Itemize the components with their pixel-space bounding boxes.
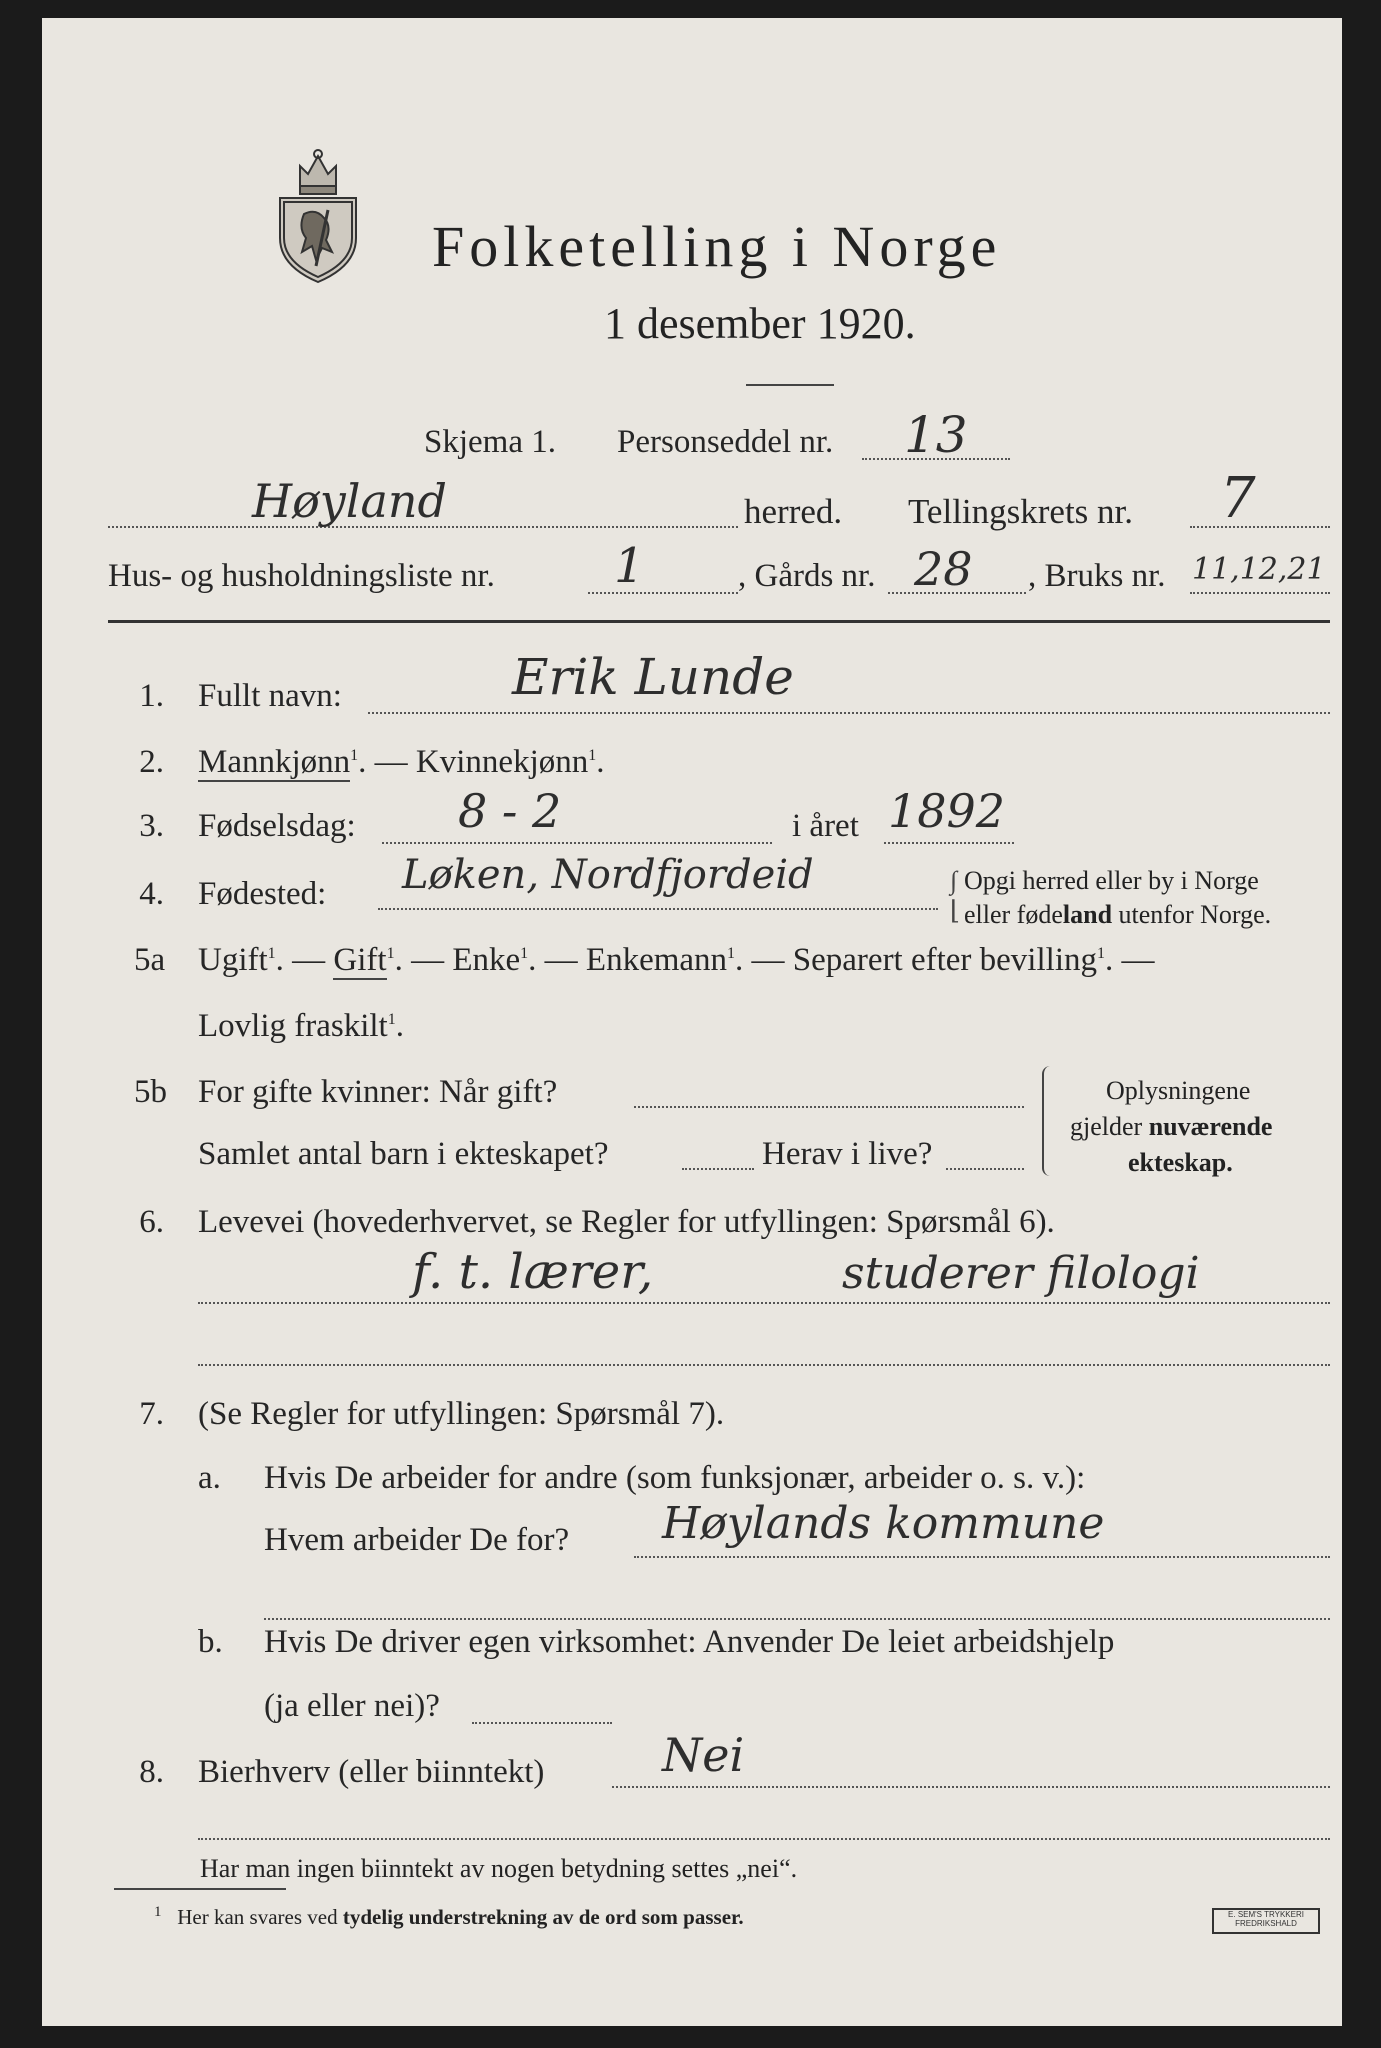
- q7a-text: Hvis De arbeider for andre (som funksjonær, arbeider o. s. v.):: [264, 1460, 1086, 1496]
- hired-help-field[interactable]: [472, 1722, 612, 1724]
- hus-label: Hus- og husholdningsliste nr.: [108, 558, 495, 594]
- q7-label: (Se Regler for utfyllingen: Spørsmål 7).: [198, 1396, 725, 1432]
- q5b-label-alive: Herav i live?: [762, 1136, 933, 1172]
- bruks-field[interactable]: [1190, 592, 1330, 594]
- hus-field[interactable]: [588, 592, 738, 594]
- option-separert[interactable]: Separert efter bevilling: [792, 942, 1097, 978]
- q4-brace: ∫ ⌊: [950, 866, 961, 925]
- employer-field-2[interactable]: [264, 1618, 1330, 1620]
- q4-note2-c: utenfor Norge.: [1112, 900, 1272, 929]
- occupation-field-1[interactable]: [198, 1302, 1330, 1304]
- birthdate-field[interactable]: [382, 842, 772, 844]
- q5b-note-line3: ekteskap.: [1128, 1148, 1233, 1177]
- form-title: Folketelling i Norge: [432, 214, 1002, 279]
- footnote-mark: 1: [154, 1904, 162, 1920]
- q2-options: Mannkjønn$^1$. — Kvinnekjønn$^1$.: [198, 744, 605, 780]
- stamp-line1: E. SEM'S TRYKKERI: [1228, 1910, 1304, 1919]
- married-when-field[interactable]: [634, 1106, 1024, 1108]
- q6-label: Levevei (hovederhvervet, se Regler for utfyllingen: Spørsmål 6).: [198, 1204, 1055, 1240]
- q4-note2-b: land: [1062, 900, 1113, 929]
- q5a-dash-1: . —: [275, 942, 326, 978]
- option-enkemann[interactable]: Enkemann: [585, 942, 728, 978]
- q5b-brace: [1042, 1066, 1054, 1176]
- q5a-dash-3: . —: [528, 942, 578, 978]
- q2-end: .: [596, 744, 605, 780]
- gards-value: 28: [914, 542, 973, 596]
- q5a-end: .: [395, 1008, 404, 1044]
- q5b-label-married: For gifte kvinner: Når gift?: [198, 1074, 558, 1110]
- bruks-label: , Bruks nr.: [1028, 558, 1166, 594]
- census-form-page: [42, 18, 1342, 2026]
- option-enke[interactable]: Enke: [452, 942, 521, 978]
- gards-label: , Gårds nr.: [738, 558, 876, 594]
- footnote-text-a: Her kan svares ved: [177, 1905, 343, 1929]
- q5b-number: 5b: [134, 1074, 167, 1110]
- bruks-value: 11,12,21: [1192, 552, 1326, 587]
- full-name-value: Erik Lunde: [512, 648, 794, 706]
- q4-note-line2: [964, 900, 1271, 930]
- children-alive-field[interactable]: [946, 1168, 1024, 1170]
- q5b-note-line2: [1070, 1112, 1272, 1142]
- q2-separator: . —: [358, 744, 416, 780]
- q5a-dash-2: . —: [394, 942, 445, 978]
- q7b-text: Hvis De driver egen virksomhet: Anvender De leiet arbeidshjelp: [264, 1624, 1115, 1660]
- birth-year-field[interactable]: [884, 842, 1014, 844]
- q5a-number: 5a: [134, 942, 166, 978]
- herred-label: herred.: [744, 492, 843, 531]
- occupation-field-2[interactable]: [198, 1364, 1330, 1366]
- birthplace-field[interactable]: [378, 908, 938, 910]
- q5a-dash-4: . —: [735, 942, 785, 978]
- side-income-value: Nei: [662, 1728, 745, 1782]
- q7b-question: (ja eller nei)?: [264, 1688, 440, 1724]
- q5b-label-children: Samlet antal barn i ekteskapet?: [198, 1136, 609, 1172]
- q4-note2-a: eller føde: [964, 900, 1063, 929]
- q7a-letter: a.: [198, 1460, 221, 1496]
- q8-label: Bierhverv (eller biinntekt): [198, 1754, 545, 1790]
- side-income-field-2[interactable]: [198, 1838, 1330, 1840]
- herred-value: Høyland: [252, 474, 448, 528]
- q7-number: 7.: [139, 1396, 164, 1432]
- q6-number: 6.: [139, 1204, 164, 1240]
- q1-label: Fullt navn:: [198, 678, 342, 714]
- option-mannkjonn[interactable]: Mannkjønn: [198, 744, 351, 780]
- hus-value: 1: [614, 538, 645, 594]
- title-divider: [746, 384, 834, 386]
- q2-number: 2.: [139, 744, 164, 780]
- personseddel-label: Personseddel nr.: [617, 424, 834, 460]
- occupation-value-a: f. t. lærer,: [412, 1244, 654, 1300]
- birthdate-value: 8 - 2: [458, 784, 562, 838]
- printer-stamp: [1212, 1908, 1320, 1934]
- footnote-text-b: tydelig understrekning av de ord som passer.: [342, 1905, 744, 1929]
- header-divider: [108, 620, 1330, 623]
- q3-number: 3.: [139, 808, 164, 844]
- footer-note: Har man ingen biinntekt av nogen betydning settes „nei“.: [200, 1854, 798, 1883]
- q1-number: 1.: [139, 678, 164, 714]
- full-name-field[interactable]: [368, 712, 1330, 714]
- birth-year-value: 1892: [888, 784, 1006, 838]
- footnote-divider: [114, 1888, 286, 1890]
- q5b-note2-a: gjelder: [1070, 1112, 1149, 1141]
- census-date: 1 desember 1920.: [604, 299, 916, 348]
- q4-label: Fødested:: [198, 876, 327, 912]
- occupation-value-b: studerer filologi: [842, 1248, 1200, 1299]
- option-kvinnekjonn[interactable]: Kvinnekjønn: [415, 744, 589, 780]
- option-lovlig-fraskilt[interactable]: Lovlig fraskilt: [198, 1008, 388, 1044]
- q7b-letter: b.: [198, 1624, 223, 1660]
- q5b-note-line1: Oplysningene: [1106, 1076, 1251, 1105]
- q5a-options: Ugift$^1$. — Gift$^1$. — Enke$^1$. — Enkemann$^1$. — Separert efter bevilling$^1$. —: [198, 942, 1155, 978]
- q4-note-line1: Opgi herred eller by i Norge: [964, 866, 1259, 895]
- q4-number: 4.: [139, 876, 164, 912]
- employer-value: Høylands kommune: [662, 1498, 1105, 1549]
- schema-label: Skjema 1.: [424, 424, 556, 460]
- q5b-note2-b: nuværende: [1148, 1112, 1273, 1141]
- year-label: i året: [792, 808, 859, 844]
- q7a-question: Hvem arbeider De for?: [264, 1522, 570, 1558]
- footnote: [154, 1904, 744, 1930]
- children-count-field[interactable]: [682, 1168, 754, 1170]
- norway-coat-of-arms-icon: [270, 148, 366, 286]
- employer-field-1[interactable]: [634, 1556, 1330, 1558]
- tellingskrets-field[interactable]: [1190, 526, 1330, 528]
- option-ugift[interactable]: Ugift: [198, 942, 268, 978]
- tellingskrets-label: Tellingskrets nr.: [908, 492, 1134, 531]
- stamp-line2: FREDRIKSHALD: [1235, 1919, 1297, 1928]
- q8-number: 8.: [139, 1754, 164, 1790]
- personseddel-value: 13: [904, 406, 968, 464]
- side-income-field[interactable]: [612, 1786, 1330, 1788]
- q3-label: Fødselsdag:: [198, 808, 356, 844]
- tellingskrets-value: 7: [1220, 466, 1256, 531]
- birthplace-value: Løken, Nordfjordeid: [402, 852, 814, 898]
- option-gift[interactable]: Gift: [333, 942, 387, 978]
- q5a-line2: Lovlig fraskilt$^1$.: [198, 1008, 404, 1044]
- q5a-dash-5: . —: [1104, 942, 1155, 978]
